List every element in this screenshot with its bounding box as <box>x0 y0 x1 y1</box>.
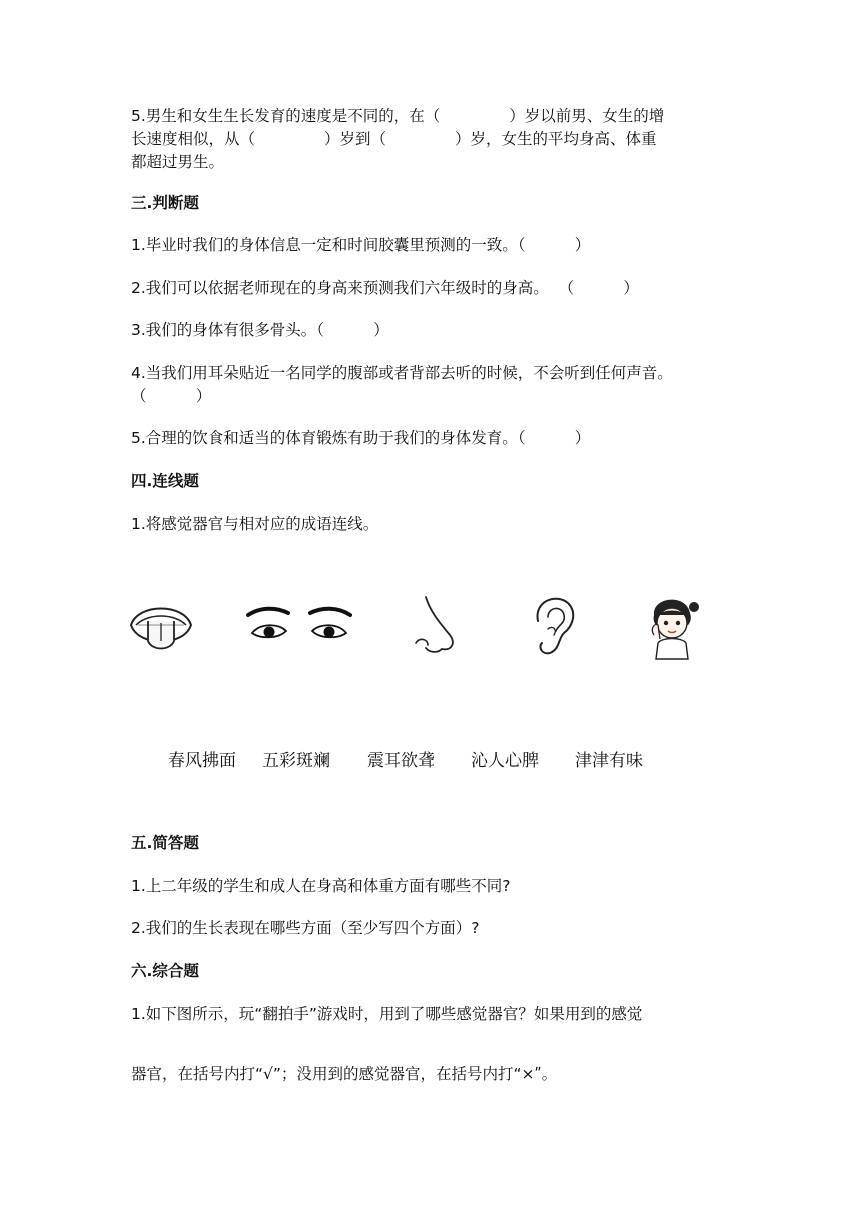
section-4-title: 四.连线题 <box>131 472 199 490</box>
idiom-4: 沁人心脾 <box>471 751 539 771</box>
section-5-title: 五.简答题 <box>131 834 199 852</box>
nose-icon <box>406 593 462 657</box>
sense-organ-icons <box>0 585 860 675</box>
judge-q1: 1.毕业时我们的身体信息一定和时间胶囊里预测的一致。（ ） <box>131 236 591 254</box>
short-answer-q2: 2.我们的生长表现在哪些方面（至少写四个方面）? <box>131 919 480 937</box>
girl-touching-face-icon <box>644 589 700 663</box>
judge-q3: 3.我们的身体有很多骨头。（ ） <box>131 321 389 339</box>
idiom-3: 震耳欲聋 <box>367 751 435 771</box>
eyes-icon <box>244 605 354 647</box>
comprehensive-q1-line-2: 器官，在括号内打“√”；没用到的感觉器官，在括号内打“×ʺ。 <box>131 1065 558 1083</box>
idiom-2: 五彩斑斓 <box>262 751 330 771</box>
q5-line-3: 都超过男生。 <box>131 153 225 171</box>
idiom-1: 春风拂面 <box>168 751 236 771</box>
judge-q4-line-1: 4.当我们用耳朵贴近一名同学的腹部或者背部去听的时候，不会听到任何声音。 <box>131 364 673 382</box>
judge-q4-line-2: （ ） <box>131 387 212 405</box>
ear-icon <box>528 591 580 661</box>
idiom-5: 津津有味 <box>575 751 643 771</box>
mouth-icon <box>128 595 194 655</box>
q5-line-1: 5.男生和女生生长发育的速度是不同的，在（ ）岁以前男、女生的增 <box>131 107 665 125</box>
section-6-title: 六.综合题 <box>131 962 199 980</box>
short-answer-q1: 1.上二年级的学生和成人在身高和体重方面有哪些不同? <box>131 877 511 895</box>
matching-q1: 1.将感觉器官与相对应的成语连线。 <box>131 515 379 533</box>
judge-q5: 5.合理的饮食和适当的体育锻炼有助于我们的身体发育。（ ） <box>131 429 591 447</box>
judge-q2: 2.我们可以依据老师现在的身高来预测我们六年级时的身高。 （ ） <box>131 279 639 297</box>
comprehensive-q1-line-1: 1.如下图所示，玩“翻拍手”游戏时，用到了哪些感觉器官？如果用到的感觉 <box>131 1005 643 1023</box>
section-3-title: 三.判断题 <box>131 194 199 212</box>
q5-line-2: 长速度相似，从（ ）岁到（ ）岁，女生的平均身高、体重 <box>131 130 657 148</box>
